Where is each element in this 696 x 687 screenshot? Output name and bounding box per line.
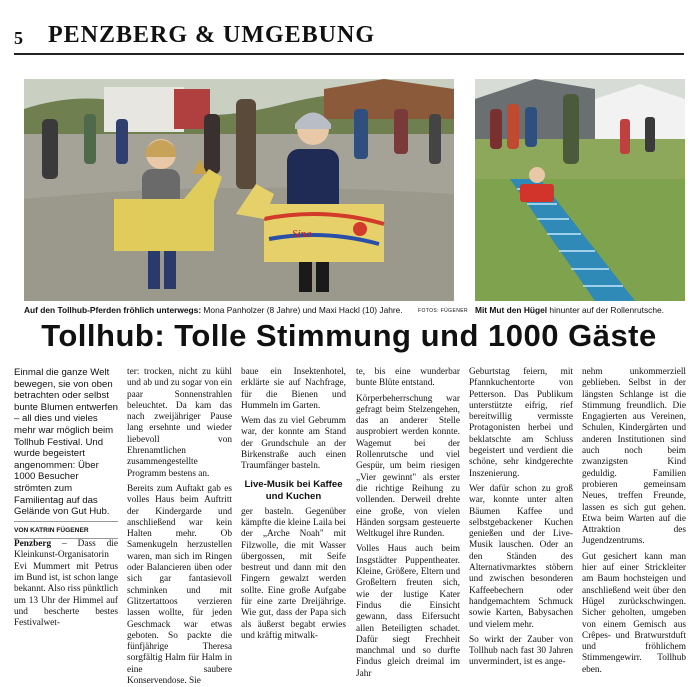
side-caption-bold: Mit Mut den Hügel xyxy=(475,305,548,315)
headline: Tollhub: Tolle Stimmung und 1000 Gäste xyxy=(41,318,657,353)
col4-paragraph-2: Körperbeherrschung war gefragt beim Stelzengehen, das an anderer Stelle ausprobiert werden konnte. Wagemut bei der Rollenrutsche und viel Gespür, um beim riesigen „Vier gewinnt" als erster die richtige Reihung zu vollenden. Derweil drehte eine große, von vielen Händen sorgsam gesteuerte Weltkugel ihre Runden. xyxy=(356,393,460,540)
photo-credit: FOTOS: FÜGENER xyxy=(418,308,468,314)
main-photo-caption xyxy=(24,305,403,315)
main-caption-bold: Auf den Tollhub-Pferden fröhlich unterwegs: xyxy=(24,305,202,315)
article-lead: Einmal die ganze Welt bewegen, sie von oben betrachten oder selbst bunte Blumen entwerfen – all dies und vieles mehr war möglich beim Tollhub Festival. Und wurde begeistert angenommen: Über 1000 Besucher strömten zum Familientag auf das Gelände von Gut Hub. xyxy=(14,367,118,518)
col6-paragraph-1: nehm unkommerziell geblieben. Selbst in der längsten Schlange ist die Stimmung freundlich. Die Engagierten aus Vereinen, Schulen, Kindergärten und anderen Institutionen sind auch noch beim zwanzigsten Kind geduldig. Familien probieren gemeinsam Neues, treffen Freunde, lassen es sich gut gehen. Etwa beim Warten auf die Attraktion des Jugendzentrums. xyxy=(582,367,686,547)
article-column-1 xyxy=(14,367,118,629)
section-title: PENZBERG & UMGEBUNG xyxy=(48,22,376,48)
horse-sign-text: Sina xyxy=(292,228,312,240)
side-photo xyxy=(475,79,685,301)
col3-paragraph-3: ger basteln. Gegenüber kämpfte die kleine Laila bei der „Arche Noah" mit Filzwolle, die mit Wasser übergossen, mit Seife bestreut und dann mit den Fingern gewalzt werden sollte. Eine große Aufgabe für eine zarte Dreijährige. Wie gut, dass der Papa sich als äußerst begabt erwies und kräftig mitwalk- xyxy=(241,506,346,641)
article-column-5 xyxy=(469,367,573,669)
col3-paragraph-2: Wem das zu viel Gebrumm war, der konnte am Stand der Grundschule an der Birkenstraße auch einen Traumfänger basteln. xyxy=(241,416,346,472)
side-caption-text: hinunter auf der Rollenrutsche. xyxy=(547,305,664,315)
dateline: Penzberg xyxy=(14,539,52,550)
col5-paragraph-2: Wer dafür schon zu groß war, konnte unter alten Bäumen Kaffee und selbstgebackener Kuchen genießen und der Live-Musik lauschen. Oder an den Ständen des Alternativmarktes stöbern und zwischen besonderen Kaffeebechern oder handgemachtem Schmuck sowie Karten, Babysachen und vielem mehr. xyxy=(469,483,573,630)
page-number: 5 xyxy=(14,28,23,48)
main-photo xyxy=(24,79,454,301)
article-column-3 xyxy=(241,367,346,642)
article-column-6 xyxy=(582,367,686,676)
col3-paragraph-1: baue ein Insektenhotel, erklärte sie auf Nachfrage, für die Bienen und Hummeln im Garten. xyxy=(241,367,346,411)
side-photo-caption xyxy=(475,305,664,315)
col4-paragraph-3: Volles Haus auch beim Insgstädter Puppentheater. Kleine, Größere, Eltern und Großeltern freuten sich, wie der lustige Kater Findus die Einsicht gewann, dass Eifersucht allen Beteiligten schadet. Dafür siegt Frechheit manchmal und so durfte Findus gleich dreimal im Jahr xyxy=(356,544,460,679)
col5-paragraph-1: Geburtstag feiern, mit Pfannkuchentorte von Petterson. Das Publikum unterstützte eifrig, rief bereitwillig vermisste Protagonisten herbei und beklatschte am Schluss begeistert und verdient die schöne, sehr kindgerechte Inszenierung. xyxy=(469,367,573,479)
col1-text: – Dass die Kleinkunst-Organisatorin Evi Mummert mit Petrus im Bund ist, ist schon lange bekannt. Also riss pünktlich um 13 Uhr der Himmel auf und bescherte bestes Festivalwet- xyxy=(14,539,118,629)
col5-paragraph-3: So wirkt der Zauber von Tollhub nach fast 30 Jahren unvermindert, ist es ange- xyxy=(469,634,573,668)
subheading: Live-Musik bei Kaffee und Kuchen xyxy=(244,478,343,502)
article-column-4 xyxy=(356,367,460,680)
col6-paragraph-2: Gut gesichert kann man hier auf einer Strickleiter am Baum hochsteigen und anschließend weit über den Hügel zurückschwingen. Sicher geholten, umgeben von einem Gemisch aus Crêpes- und Bratwurstduft und fröhlichem Stimmengewirr. Tollhub eben. xyxy=(582,551,686,675)
article-column-2 xyxy=(127,367,232,687)
header-rule xyxy=(14,53,684,55)
byline: VON KATRIN FÜGENER xyxy=(14,521,118,539)
col2-paragraph-2: Bereits zum Auftakt gab es volles Haus beim Auftritt der Kindergarde und anschließend war kein Halten mehr. Ob Samenkugeln herzustellen waren, man sich im Ringen oder Balancieren üben oder sich gar fantasievoll schminken und mit Glitzertattoos verzieren lassen wollte, für jeden Geschmack war etwas geboten. So packte die fünfjährige Theresa sorgfältig Halm für Halm in eine saubere Konservendose. Sie xyxy=(127,483,232,687)
col4-paragraph-1: te, bis eine wunderbar bunte Blüte entstand. xyxy=(356,367,460,389)
col2-paragraph-1: ter: trocken, nicht zu kühl und ab und zu sogar von ein paar Sonnenstrahlen beleuchtet. Da kam das nach zweijähriger Pause lang ersehnte und wieder liebevoll von Ehrenamtlichen zusammengestellte Programm bestens an. xyxy=(127,367,232,479)
main-caption-text: Mona Panholzer (8 Jahre) und Maxi Hackl (10) Jahre. xyxy=(201,305,403,315)
